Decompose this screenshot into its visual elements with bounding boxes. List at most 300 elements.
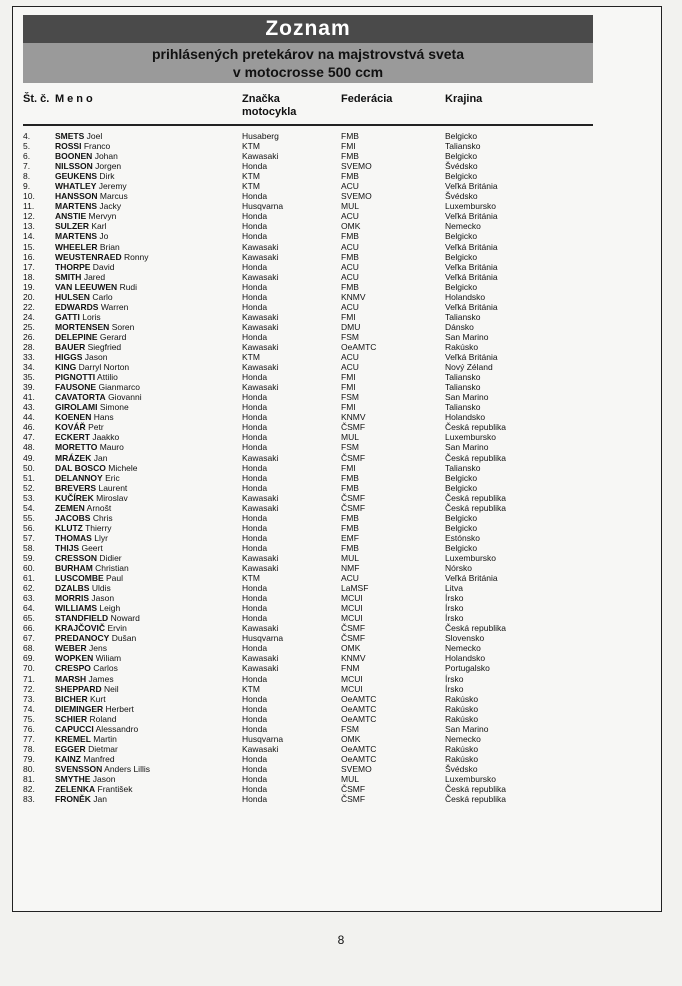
rider-last-name: DAL BOSCO	[55, 462, 106, 473]
rider-country: San Marino	[445, 331, 489, 342]
rider-first-name: Darryl Norton	[78, 362, 130, 373]
rider-name	[55, 292, 242, 302]
rider-federation: FSM	[341, 331, 359, 342]
rider-number: 35.	[23, 372, 35, 383]
rider-number: 71.	[23, 673, 35, 684]
rider-federation: FMB	[341, 472, 359, 483]
rider-name	[55, 262, 242, 272]
rider-first-name: Ervin	[107, 623, 127, 634]
rider-first-name: Chris	[92, 512, 113, 523]
rider-country: Litva	[445, 583, 463, 594]
header-name: Meno	[55, 93, 96, 105]
rider-name	[55, 432, 242, 442]
rider-first-name: Soren	[111, 321, 135, 332]
rider-name	[55, 151, 242, 161]
table-row	[23, 412, 506, 422]
table-row	[23, 322, 506, 332]
rider-federation: ACU	[341, 362, 359, 373]
rider-name	[55, 583, 242, 593]
table-row	[23, 392, 506, 402]
rider-country: Veľka Británia	[445, 261, 498, 272]
rider-country: Rakúsko	[445, 743, 479, 754]
rider-motorcycle: Kawasaki	[242, 563, 279, 574]
rider-last-name: SVENSSON	[55, 763, 103, 774]
rider-country: Belgicko	[445, 522, 478, 533]
rider-last-name: EDWARDS	[55, 301, 99, 312]
table-row	[23, 684, 506, 694]
rider-federation: ACU	[341, 241, 359, 252]
table-row	[23, 674, 506, 684]
rider-first-name: Warren	[100, 301, 129, 312]
rider-federation: MUL	[341, 432, 359, 443]
rider-motorcycle: Honda	[242, 583, 268, 594]
rider-motorcycle: Kawasaki	[242, 271, 279, 282]
rider-country: Česká republika	[445, 623, 506, 634]
rider-first-name: Manfred	[83, 753, 115, 764]
rider-motorcycle: Kawasaki	[242, 452, 279, 463]
rider-number: 4.	[23, 131, 31, 141]
rider-last-name: KLUTZ	[55, 522, 83, 533]
rider-first-name: Carlo	[92, 291, 113, 302]
rider-country: Belgicko	[445, 512, 478, 523]
rider-name	[55, 191, 242, 201]
rider-motorcycle: Honda	[242, 703, 268, 714]
header-number: Št. č.	[23, 93, 50, 105]
rider-last-name: WHATLEY	[55, 181, 97, 192]
rider-motorcycle: Kawasaki	[242, 502, 279, 513]
rider-country: Luxembursko	[445, 552, 497, 563]
rider-first-name: Gerard	[99, 331, 127, 342]
rider-motorcycle: Honda	[242, 512, 268, 523]
rider-motorcycle: Kawasaki	[242, 743, 279, 754]
rider-federation: FMB	[341, 151, 359, 162]
rider-federation: OMK	[341, 733, 361, 744]
rider-federation: ACU	[341, 271, 359, 282]
rider-number: 77.	[23, 733, 35, 744]
rider-name	[55, 211, 242, 221]
rider-number: 44.	[23, 412, 35, 423]
rider-motorcycle: Honda	[242, 422, 268, 433]
rider-name	[55, 674, 242, 684]
rider-last-name: ECKERT	[55, 432, 90, 443]
rider-number: 67.	[23, 633, 35, 644]
table-row	[23, 292, 506, 302]
rider-last-name: KAINZ	[55, 753, 81, 764]
rider-motorcycle: Honda	[242, 643, 268, 654]
rider-name	[55, 473, 242, 483]
rider-motorcycle: KTM	[242, 181, 260, 192]
rider-country: Estónsko	[445, 532, 480, 543]
table-row	[23, 332, 506, 342]
rider-first-name: Anders Lillis	[104, 763, 150, 774]
table-row	[23, 402, 506, 412]
rider-name	[55, 784, 242, 794]
rider-first-name: Martin	[93, 733, 117, 744]
rider-last-name: DIEMINGER	[55, 703, 104, 714]
rider-last-name: GIROLAMI	[55, 402, 98, 413]
rider-motorcycle: Honda	[242, 432, 268, 443]
rider-country: Luxembursko	[445, 432, 497, 443]
rider-motorcycle: Honda	[242, 412, 268, 423]
rider-number: 51.	[23, 472, 35, 483]
table-row	[23, 302, 506, 312]
rider-number: 82.	[23, 784, 35, 795]
rider-number: 60.	[23, 563, 35, 574]
rider-country: Česká republika	[445, 784, 506, 795]
table-row	[23, 141, 506, 151]
rider-number: 47.	[23, 432, 35, 443]
rider-country: Slovensko	[445, 633, 485, 644]
rider-name	[55, 282, 242, 292]
rider-last-name: KUČÍREK	[55, 492, 94, 503]
rider-first-name: Carlos	[93, 663, 118, 674]
table-row	[23, 764, 506, 774]
rider-motorcycle: KTM	[242, 683, 260, 694]
table-row	[23, 694, 506, 704]
rider-country: Holandsko	[445, 653, 486, 664]
rider-federation: FMI	[341, 372, 356, 383]
rider-name	[55, 242, 242, 252]
rider-motorcycle: Honda	[242, 753, 268, 764]
rider-motorcycle: Honda	[242, 331, 268, 342]
rider-federation: SVEMO	[341, 161, 372, 172]
rider-name	[55, 603, 242, 613]
rider-name	[55, 653, 242, 663]
rider-motorcycle: Honda	[242, 211, 268, 222]
table-row	[23, 784, 506, 794]
rider-country: Portugalsko	[445, 663, 490, 674]
rider-number: 58.	[23, 542, 35, 553]
rider-last-name: HIGGS	[55, 352, 83, 363]
rider-number: 59.	[23, 552, 35, 563]
rider-number: 55.	[23, 512, 35, 523]
rider-country: Taliansko	[445, 402, 481, 413]
rider-motorcycle: Honda	[242, 261, 268, 272]
rider-federation: FMB	[341, 482, 359, 493]
rider-last-name: FRONĚK	[55, 794, 91, 805]
table-row	[23, 131, 506, 141]
rider-country: Dánsko	[445, 321, 474, 332]
header-federation: Federácia	[341, 93, 393, 105]
table-row	[23, 593, 506, 603]
rider-federation: FMB	[341, 281, 359, 292]
rider-first-name: Arnošt	[86, 502, 112, 513]
table-row	[23, 362, 506, 372]
rider-country: Veľká Británia	[445, 573, 498, 584]
rider-first-name: Marcus	[99, 191, 128, 202]
rider-country: Švédsko	[445, 191, 478, 202]
rider-first-name: Dušan	[111, 633, 137, 644]
table-row	[23, 432, 506, 442]
table-row	[23, 221, 506, 231]
rider-name	[55, 453, 242, 463]
rider-federation: SVEMO	[341, 763, 372, 774]
rider-number: 33.	[23, 352, 35, 363]
table-row	[23, 503, 506, 513]
rider-name	[55, 503, 242, 513]
rider-first-name: Llyr	[94, 532, 108, 543]
rider-last-name: SMYTHE	[55, 774, 91, 784]
rider-country: Írsko	[445, 613, 464, 624]
rider-first-name: Rudi	[119, 281, 138, 292]
rider-last-name: MARTENS	[55, 231, 98, 242]
rider-country: San Marino	[445, 392, 489, 403]
rider-name	[55, 442, 242, 452]
rider-first-name: Mervyn	[88, 211, 117, 222]
rider-federation: MCUI	[341, 603, 363, 614]
rider-motorcycle: Honda	[242, 603, 268, 614]
rider-country: Belgicko	[445, 482, 478, 493]
rider-last-name: SHEPPARD	[55, 683, 102, 694]
rider-motorcycle: Kawasaki	[242, 311, 279, 322]
rider-number: 64.	[23, 603, 35, 614]
rider-federation: OeAMTC	[341, 743, 377, 754]
rider-first-name: Christian	[95, 563, 129, 574]
rider-country: San Marino	[445, 442, 489, 453]
table-row	[23, 242, 506, 252]
rider-name	[55, 332, 242, 342]
rider-motorcycle: Honda	[242, 281, 268, 292]
rider-last-name: BAUER	[55, 341, 86, 352]
rider-federation: KNMV	[341, 291, 366, 302]
rider-last-name: LUSCOMBE	[55, 573, 104, 584]
table-row	[23, 483, 506, 493]
rider-first-name: Jens	[89, 643, 107, 654]
rider-last-name: MORTENSEN	[55, 321, 110, 332]
rider-number: 65.	[23, 613, 35, 624]
rider-first-name: Noward	[110, 613, 140, 624]
table-row	[23, 603, 506, 613]
rider-first-name: Siegfried	[87, 341, 122, 352]
rider-motorcycle: Honda	[242, 532, 268, 543]
table-row	[23, 563, 506, 573]
rider-motorcycle: KTM	[242, 141, 260, 152]
table-row	[23, 533, 506, 543]
rider-motorcycle: Honda	[242, 291, 268, 302]
rider-federation: FMB	[341, 231, 359, 242]
rider-name	[55, 684, 242, 694]
rider-first-name: Jared	[83, 271, 106, 282]
rider-federation: FSM	[341, 392, 359, 403]
rider-first-name: James	[88, 673, 114, 684]
table-row	[23, 613, 506, 623]
rider-federation: OeAMTC	[341, 713, 377, 724]
rider-first-name: Gianmarco	[98, 382, 141, 393]
rider-motorcycle: Honda	[242, 191, 268, 202]
rider-motorcycle: Honda	[242, 723, 268, 734]
rider-country: Veľká Británia	[445, 211, 498, 222]
rider-motorcycle: Kawasaki	[242, 663, 279, 674]
rider-federation: FMB	[341, 131, 359, 141]
rider-motorcycle: Husaberg	[242, 131, 279, 141]
rider-number: 14.	[23, 231, 35, 242]
rider-federation: MUL	[341, 774, 359, 784]
rider-country: Belgicko	[445, 251, 478, 262]
rider-last-name: SULZER	[55, 221, 89, 232]
rider-motorcycle: Honda	[242, 482, 268, 493]
rider-motorcycle: Kawasaki	[242, 241, 279, 252]
rider-last-name: HULSEN	[55, 291, 90, 302]
rider-country: Veľká Británia	[445, 271, 498, 282]
rider-name	[55, 694, 242, 704]
rider-last-name: KOENEN	[55, 412, 92, 423]
rider-first-name: Petr	[88, 422, 104, 433]
rider-number: 46.	[23, 422, 35, 433]
rider-number: 48.	[23, 442, 35, 453]
rider-last-name: ROSSI	[55, 141, 82, 152]
rider-country: Veľká Británia	[445, 241, 498, 252]
rider-federation: SVEMO	[341, 191, 372, 202]
rider-number: 10.	[23, 191, 35, 202]
rider-number: 62.	[23, 583, 35, 594]
rider-country: Rakúsko	[445, 753, 479, 764]
rider-name	[55, 131, 242, 141]
table-row	[23, 734, 506, 744]
rider-first-name: Didier	[99, 552, 122, 563]
rider-motorcycle: Honda	[242, 542, 268, 553]
rider-name	[55, 463, 242, 473]
table-row	[23, 463, 506, 473]
rider-federation: MCUI	[341, 683, 363, 694]
rider-number: 74.	[23, 703, 35, 714]
rider-first-name: Leigh	[99, 603, 121, 614]
rider-federation: OeAMTC	[341, 703, 377, 714]
rider-name	[55, 623, 242, 633]
rider-motorcycle: Honda	[242, 392, 268, 403]
rider-country: Veľká Británia	[445, 301, 498, 312]
rider-number: 66.	[23, 623, 35, 634]
table-row	[23, 704, 506, 714]
rider-name	[55, 141, 242, 151]
table-row	[23, 573, 506, 583]
rider-federation: ČSMF	[341, 784, 366, 795]
rider-number: 73.	[23, 693, 35, 704]
rider-last-name: SMETS	[55, 131, 85, 141]
rider-number: 19.	[23, 281, 35, 292]
rider-motorcycle: Honda	[242, 372, 268, 383]
table-row	[23, 714, 506, 724]
rider-number: 18.	[23, 271, 35, 282]
rider-federation: OMK	[341, 643, 361, 654]
rider-federation: ACU	[341, 573, 359, 584]
rider-first-name: Johan	[94, 151, 118, 162]
rider-country: Švédsko	[445, 763, 478, 774]
subtitle-line-2: v motocrosse 500 ccm	[232, 64, 384, 80]
rider-country: Veľká Británia	[445, 181, 498, 192]
rider-name	[55, 342, 242, 352]
rider-number: 28.	[23, 341, 35, 352]
rider-name	[55, 633, 242, 643]
rider-name	[55, 553, 242, 563]
table-row	[23, 272, 506, 282]
rider-motorcycle: Honda	[242, 673, 268, 684]
rider-name	[55, 161, 242, 171]
rider-federation: ACU	[341, 352, 359, 363]
page-number: 8	[337, 933, 345, 947]
rider-first-name: Geert	[81, 542, 103, 553]
rider-name	[55, 643, 242, 653]
rider-first-name: Kurt	[89, 693, 106, 704]
rider-last-name: ANSTIE	[55, 211, 87, 222]
rider-federation: FNM	[341, 663, 360, 674]
rider-name	[55, 382, 242, 392]
rider-name	[55, 402, 242, 412]
rider-name	[55, 302, 242, 312]
rider-last-name: VAN LEEUWEN	[55, 281, 118, 292]
rider-first-name: Attilio	[97, 372, 118, 383]
rider-number: 72.	[23, 683, 35, 694]
rider-federation: OMK	[341, 221, 361, 232]
rider-first-name: Eric	[105, 472, 120, 483]
table-row	[23, 151, 506, 161]
rider-number: 53.	[23, 492, 35, 503]
rider-name	[55, 312, 242, 322]
table-row	[23, 191, 506, 201]
rider-last-name: CAPUCCI	[55, 723, 94, 734]
rider-number: 81.	[23, 774, 35, 784]
rider-name	[55, 201, 242, 211]
rider-federation: FSM	[341, 723, 359, 734]
rider-name	[55, 714, 242, 724]
rider-federation: FMI	[341, 382, 356, 393]
rider-first-name: Jan	[93, 794, 107, 805]
rider-country: Írsko	[445, 683, 464, 694]
rider-name	[55, 744, 242, 754]
rider-last-name: MRÁZEK	[55, 452, 92, 463]
rider-first-name: Giovanni	[108, 392, 142, 403]
rider-name	[55, 252, 242, 262]
rider-country: Rakúsko	[445, 341, 479, 352]
rider-motorcycle: Honda	[242, 763, 268, 774]
rider-federation: MCUI	[341, 613, 363, 624]
rider-federation: KNMV	[341, 653, 366, 664]
rider-number: 5.	[23, 141, 31, 152]
rider-first-name: Uldis	[91, 583, 111, 594]
rider-number: 13.	[23, 221, 35, 232]
rider-last-name: KOVÁŘ	[55, 422, 86, 433]
rider-number: 70.	[23, 663, 35, 674]
table-row	[23, 513, 506, 523]
rider-motorcycle: Husqvarna	[242, 201, 284, 212]
rider-motorcycle: Honda	[242, 402, 268, 413]
rider-first-name: Neil	[103, 683, 119, 694]
table-row	[23, 231, 506, 241]
table-row	[23, 352, 506, 362]
rider-last-name: WILLIAMS	[55, 603, 98, 614]
riders-table	[23, 131, 506, 804]
rider-first-name: Brian	[99, 241, 120, 252]
rider-first-name: Roland	[89, 713, 117, 724]
rider-last-name: HANSSON	[55, 191, 98, 202]
rider-federation: MCUI	[341, 593, 363, 604]
rider-last-name: DZALBS	[55, 583, 90, 594]
table-row	[23, 663, 506, 673]
rider-motorcycle: Kawasaki	[242, 653, 279, 664]
rider-name	[55, 734, 242, 744]
rider-last-name: SCHIER	[55, 713, 88, 724]
rider-federation: KNMV	[341, 412, 366, 423]
subtitle-line-1: prihlásených pretekárov na majstrovstvá sveta	[151, 46, 465, 62]
rider-country: Česká republika	[445, 452, 506, 463]
rider-number: 24.	[23, 311, 35, 322]
rider-last-name: KING	[55, 362, 77, 373]
table-row	[23, 453, 506, 463]
rider-last-name: PREDANOCY	[55, 633, 110, 644]
rider-name	[55, 543, 242, 553]
rider-federation: FSM	[341, 442, 359, 453]
rider-number: 20.	[23, 291, 35, 302]
table-row	[23, 794, 506, 804]
